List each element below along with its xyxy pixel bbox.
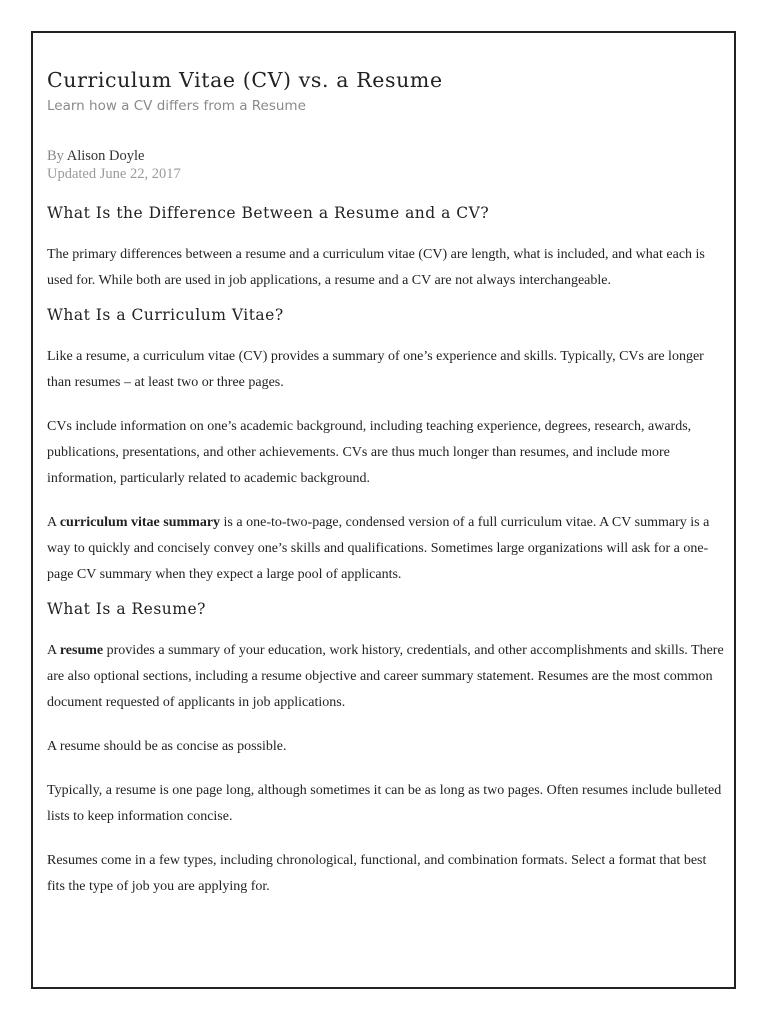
author-name: Alison Doyle [66, 148, 145, 164]
bold-term: curriculum vitae summary [59, 515, 221, 530]
article-subtitle: Learn how a CV differs from a Resume [47, 98, 306, 114]
updated-date: Updated June 22, 2017 [47, 166, 181, 182]
byline-label: By [47, 148, 64, 164]
paragraph-text: A [47, 643, 60, 658]
paragraph-text: provides a summary of your education, work history, credentials, and other accomplishments and skills. There are also optional sections, including a resume objective and career summary statement. Resumes are the most common document requested of applicants in job applications. [47, 643, 724, 710]
section-heading-difference: What Is the Difference Between a Resume and a CV? [47, 204, 490, 222]
byline [47, 147, 727, 165]
paragraph: Resumes come in a few types, including chronological, functional, and combination formats. Select a format that best fits the type of job you are applying for. [47, 853, 707, 894]
section-heading-cv: What Is a Curriculum Vitae? [47, 306, 284, 324]
paragraph [47, 638, 727, 716]
article-title: Curriculum Vitae (CV) vs. a Resume [47, 68, 443, 92]
paragraph: The primary differences between a resume and a curriculum vitae (CV) are length, what is included, and what each is used for. While both are used in job applications, a resume and a CV are not always interchangeable. [47, 247, 705, 288]
paragraph: CVs include information on one’s academic background, including teaching experience, degrees, research, awards, publications, presentations, and other achievements. CVs are thus much longer than resumes, and include more information, particularly related to academic background. [47, 419, 692, 486]
paragraph: Like a resume, a curriculum vitae (CV) provides a summary of one’s experience and skills. Typically, CVs are longer than resumes – at least two or three pages. [47, 349, 704, 390]
paragraph [47, 510, 727, 588]
section-heading-resume: What Is a Resume? [47, 600, 206, 618]
paragraph-text: is a one-to-two-page, condensed version of a full curriculum vitae. A CV summary is a way to quickly and concisely convey one’s skills and qualifications. Sometimes large organizations will ask for a one-page CV summary when they expect a large pool of applicants. [47, 515, 710, 582]
paragraph: A resume should be as concise as possible. [47, 739, 287, 754]
paragraph-text: A [47, 515, 60, 530]
paragraph: Typically, a resume is one page long, although sometimes it can be as long as two pages. Often resumes include bulleted lists to keep information concise. [47, 783, 722, 824]
article [47, 65, 727, 900]
document-page [31, 31, 736, 989]
bold-term: resume [59, 643, 104, 658]
